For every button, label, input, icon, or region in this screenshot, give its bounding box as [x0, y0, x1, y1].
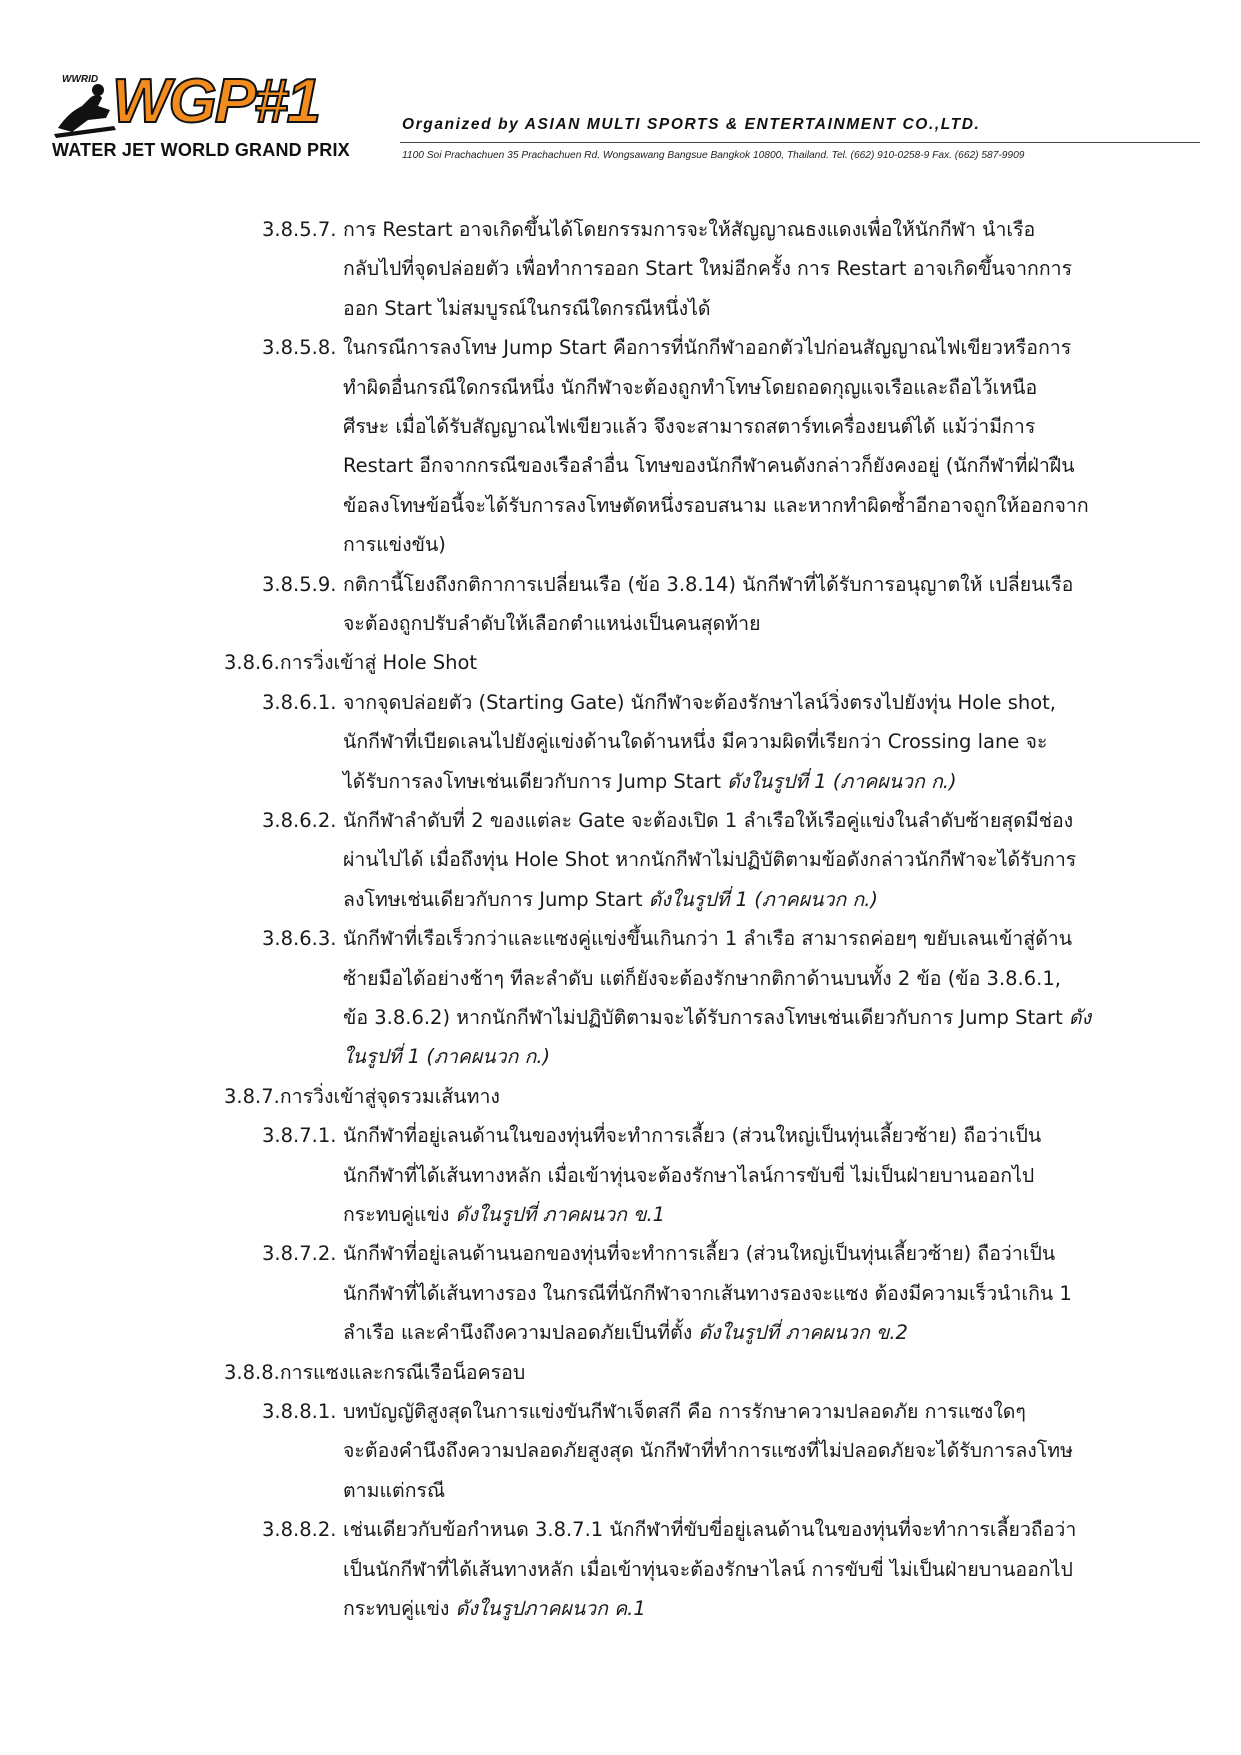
item-line: [343, 1156, 1034, 1196]
organizer-line: Organized by ASIAN MULTI SPORTS & ENTERTAINMENT CO.,LTD.: [402, 116, 981, 133]
line-text: นักกีฬาที่ได้เส้นทางรอง ในกรณีที่นักกีฬาจากเส้นทางรองจะแซง ต้องมีความเร็วนำเกิน 1: [343, 1281, 1072, 1305]
item-number: 3.8.7.1.: [262, 1124, 337, 1148]
item-line: [343, 249, 1072, 289]
item-line: [343, 1116, 1041, 1156]
line-text: นักกีฬาที่เบียดเลนไปยังคู่แข่งด้านใดด้านหนึ่ง มีความผิดที่เรียกว่า Crossing lane จะ: [343, 730, 1048, 754]
logo-brand: WGP#1: [112, 67, 320, 136]
item-line: [343, 1510, 1076, 1550]
figure-reference: ดังในรูปที่ ภาคผนวก ข.2: [698, 1321, 908, 1345]
item-line: [343, 1274, 1072, 1314]
line-text: ตามแต่กรณี: [343, 1478, 446, 1502]
item-line: [343, 840, 1076, 880]
line-text: บทบัญญัติสูงสุดในการแข่งขันกีฬาเจ็ตสกี คือ การรักษาความปลอดภัย การแซงใดๆ: [343, 1400, 1026, 1423]
item-line: [343, 762, 957, 802]
item-number: 3.8.6.3.: [262, 927, 337, 951]
line-text: นักกีฬาที่ได้เส้นทางหลัก เมื่อเข้าทุ่นจะต้องรักษาไลน์การขับขี่ ไม่เป็นฝ่ายบานออกไป: [343, 1163, 1035, 1187]
item-line: [343, 1471, 445, 1511]
page-header: [0, 0, 1241, 180]
item-number: 3.8.6.1.: [262, 690, 337, 714]
line-text: ทำผิดอื่นกรณีใดกรณีหนึ่ง นักกีฬาจะต้องถูกทำโทษโดยถอดกุญแจเรือและถือไว้เหนือ: [343, 375, 1038, 399]
figure-reference: ในรูปที่ 1 (ภาคผนวก ก.): [343, 1045, 551, 1069]
line-text: นักกีฬาที่อยู่เลนด้านนอกของทุ่นที่จะทำการเลี้ยว (ส่วนใหญ่เป็นทุ่นเลี้ยวซ้าย) ถือว่าเป็น: [343, 1242, 1056, 1266]
line-text: ลงโทษเช่นเดียวกับการ Jump Start: [343, 887, 649, 911]
item-line: [343, 210, 1035, 250]
figure-reference: ดัง: [1068, 1006, 1092, 1029]
item-line: [343, 683, 1056, 723]
item-number: 3.8.8.2.: [262, 1518, 337, 1542]
line-text: ในกรณีการลงโทษ Jump Start คือการที่นักกีฬาออกตัวไปก่อนสัญญาณไฟเขียวหรือการ: [343, 336, 1072, 360]
line-text: กติกานี้โยงถึงกติกาการเปลี่ยนเรือ (ข้อ 3.8.14) นักกีฬาที่ได้รับการอนุญาตให้ เปลี่ยนเรือ: [343, 572, 1074, 596]
line-text: นักกีฬาที่เรือเร็วกว่าและแซงคู่แข่งขึ้นเกินกว่า 1 ลำเรือ สามารถค่อยๆ ขยับเลนเข้าสู่ด้าน: [343, 927, 1073, 951]
item-line: [343, 1195, 665, 1235]
item-line: [343, 604, 761, 644]
item-line: [343, 1313, 908, 1353]
line-text: นักกีฬาที่อยู่เลนด้านในของทุ่นที่จะทำการเลี้ยว (ส่วนใหญ่เป็นทุ่นเลี้ยวซ้าย) ถือว่าเป็น: [343, 1124, 1042, 1148]
item-number: 3.8.8.1.: [262, 1400, 337, 1423]
line-text: กระทบคู่แข่ง: [343, 1597, 456, 1620]
line-text: จากจุดปล่อยตัว (Starting Gate) นักกีฬาจะต้องรักษาไลน์วิ่งตรงไปยังทุ่น Hole shot,: [343, 690, 1056, 714]
header-divider: [400, 142, 1200, 143]
item-line: [343, 446, 1075, 486]
figure-reference: ดังในรูปที่ ภาคผนวก ข.1: [455, 1203, 666, 1226]
figure-reference: ดังในรูปภาคผนวก ค.1: [455, 1597, 646, 1620]
line-text: กระทบคู่แข่ง: [343, 1203, 456, 1226]
item-line: [343, 1037, 550, 1077]
item-line: [343, 486, 1089, 526]
line-text: จะต้องถูกปรับลำดับให้เลือกตำแหน่งเป็นคนสุดท้าย: [343, 612, 761, 635]
item-line: [343, 368, 1037, 408]
item-line: [343, 919, 1072, 959]
item-line: [343, 1392, 1026, 1432]
item-line: [343, 328, 1071, 368]
item-line: [343, 880, 878, 920]
item-number: 3.8.6.2.: [262, 809, 337, 832]
item-number: 3.8.5.7.: [262, 218, 337, 241]
line-text: Restart อีกจากกรณีของเรือลำอื่น โทษของนักกีฬาคนดังกล่าวก็ยังคงอยู่ (นักกีฬาที่ฝ่าฝืน: [343, 454, 1075, 478]
line-text: จะต้องคำนึงถึงความปลอดภัยสูงสุด นักกีฬาที่ทำการแซงที่ไม่ปลอดภัยจะได้รับการลงโทษ: [343, 1439, 1073, 1463]
item-line: [343, 722, 1047, 762]
item-line: [343, 1431, 1073, 1471]
item-number: 3.8.5.8.: [262, 336, 337, 360]
line-text: ได้รับการลงโทษเช่นเดียวกับการ Jump Start: [343, 769, 728, 793]
item-line: [343, 407, 1035, 447]
item-line: [343, 289, 711, 329]
line-text: ศีรษะ เมื่อได้รับสัญญาณไฟเขียวแล้ว จึงจะสามารถสตาร์ทเครื่องยนต์ได้ แม้ว่ามีการ: [343, 415, 1036, 438]
item-line: [343, 525, 446, 565]
item-line: [343, 959, 1061, 999]
figure-reference: ดังในรูปที่ 1 (ภาคผนวก ก.): [727, 769, 957, 793]
line-text: ออก Start ไม่สมบูรณ์ในกรณีใดกรณีหนึ่งได้: [343, 296, 711, 320]
line-text: ซ้ายมือได้อย่างช้าๆ ทีละลำดับ แต่ก็ยังจะต้องรักษากติกาด้านบนทั้ง 2 ข้อ (ข้อ 3.8.6.1,: [343, 966, 1061, 990]
line-text: การแข่งขัน): [343, 533, 446, 557]
item-line: [343, 801, 1073, 841]
figure-reference: ดังในรูปที่ 1 (ภาคผนวก ก.): [648, 887, 879, 911]
item-line: [343, 998, 1091, 1038]
logo-small-text: WWRID: [62, 74, 99, 85]
line-text: นักกีฬาลำดับที่ 2 ของแต่ละ Gate จะต้องเปิด 1 ลำเรือให้เรือคู่แข่งในลำดับซ้ายสุดมีช่อง: [343, 809, 1074, 832]
organizer-address: 1100 Soi Prachachuen 35 Prachachuen Rd. Wongsawang Bangsue Bangkok 10800, Thailand. Tel. (662) 910-0258-9 Fax. (662) 587-9909: [402, 150, 1025, 161]
item-number: 3.8.7.2.: [262, 1242, 337, 1266]
line-text: ผ่านไปได้ เมื่อถึงทุ่น Hole Shot หากนักกีฬาไม่ปฏิบัติตามข้อดังกล่าวนักกีฬาจะได้รับการ: [343, 848, 1077, 872]
logo-subtitle: WATER JET WORLD GRAND PRIX: [52, 140, 350, 160]
wgp-logo: [52, 68, 387, 164]
line-text: ข้อลงโทษข้อนี้จะได้รับการลงโทษตัดหนึ่งรอบสนาม และหากทำผิดซ้ำอีกอาจถูกให้ออกจาก: [343, 493, 1089, 517]
item-line: [343, 1550, 1073, 1590]
item-line: [343, 565, 1073, 605]
line-text: การ Restart อาจเกิดขึ้นได้โดยกรรมการจะให้สัญญาณธงแดงเพื่อให้นักกีฬา นำเรือ: [343, 218, 1036, 241]
section-heading: 3.8.7.การวิ่งเข้าสู่จุดรวมเส้นทาง: [224, 1084, 500, 1108]
line-text: กลับไปที่จุดปล่อยตัว เพื่อทำการออก Start ใหม่อีกครั้ง การ Restart อาจเกิดขึ้นจากการ: [343, 257, 1073, 281]
item-number: 3.8.5.9.: [262, 572, 337, 596]
section-heading: 3.8.8.การแซงและกรณีเรือน็อครอบ: [224, 1360, 526, 1384]
section-heading: 3.8.6.การวิ่งเข้าสู่ Hole Shot: [224, 651, 478, 675]
line-text: เป็นนักกีฬาที่ได้เส้นทางหลัก เมื่อเข้าทุ่นจะต้องรักษาไลน์ การขับขี่ ไม่เป็นฝ่ายบานออกไป: [343, 1557, 1073, 1581]
line-text: ลำเรือ และคำนึงถึงความปลอดภัยเป็นที่ตั้ง: [343, 1321, 699, 1345]
item-line: [343, 1589, 646, 1629]
line-text: ข้อ 3.8.6.2) หากนักกีฬาไม่ปฏิบัติตามจะได้รับการลงโทษเช่นเดียวกับการ Jump Start: [343, 1006, 1069, 1029]
item-line: [343, 1234, 1055, 1274]
line-text: เช่นเดียวกับข้อกำหนด 3.8.7.1 นักกีฬาที่ขับขี่อยู่เลนด้านในของทุ่นที่จะทำการเลี้ยวถือว่า: [343, 1518, 1077, 1542]
